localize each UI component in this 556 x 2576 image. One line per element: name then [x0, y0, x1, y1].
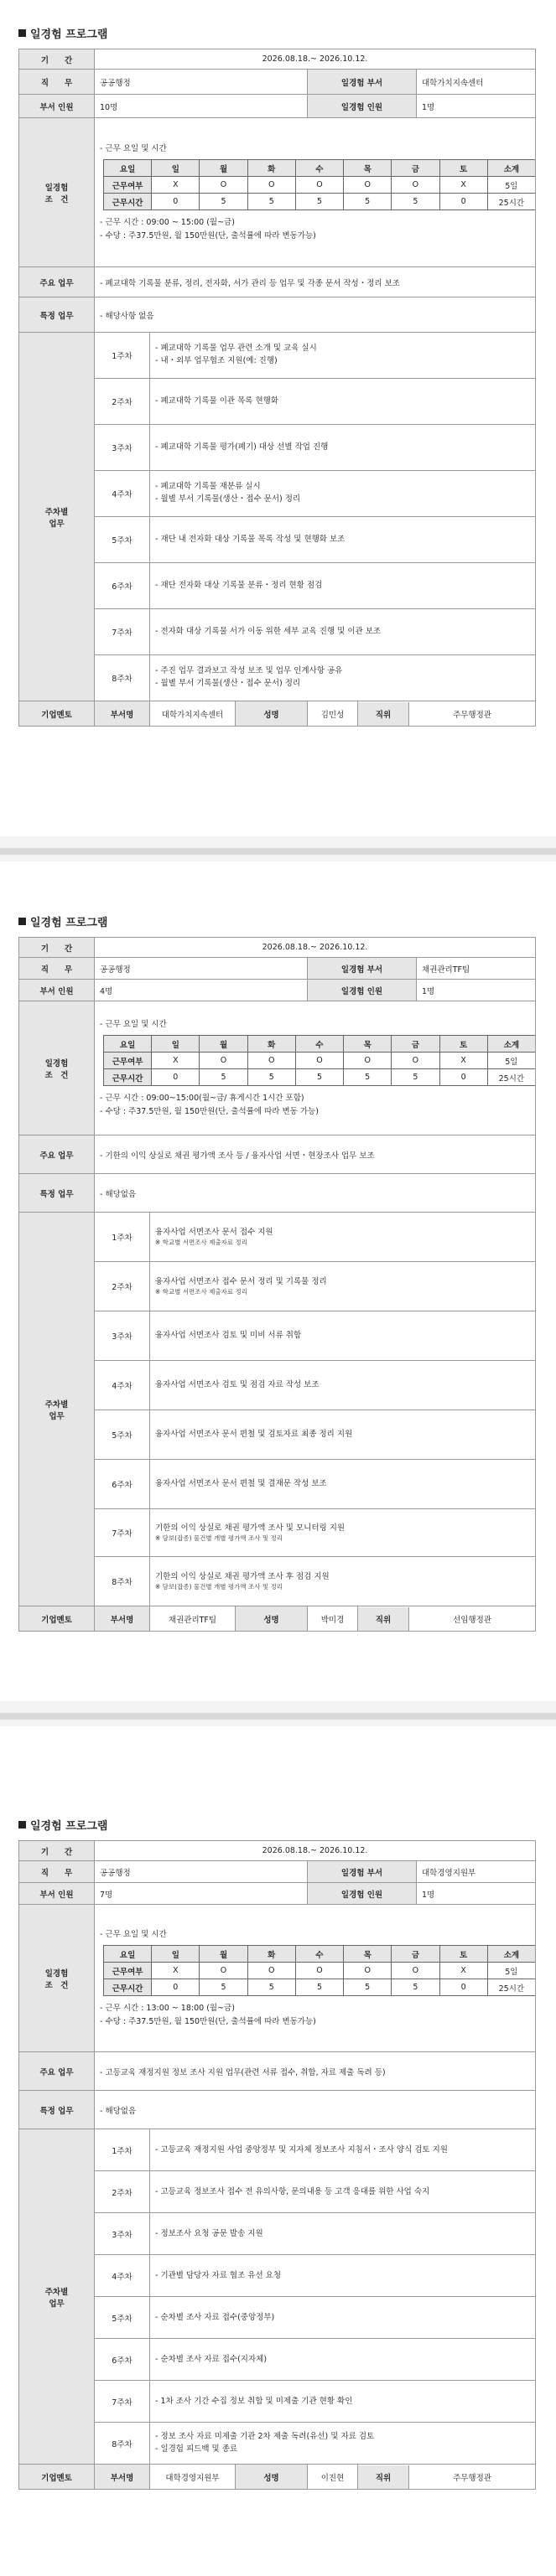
- schedule-cell: 5: [344, 1979, 392, 1996]
- week-label: 5주차: [95, 517, 150, 563]
- section-title-text: 일경험 프로그램: [30, 28, 108, 41]
- work-people-value: 1명: [417, 980, 536, 1001]
- schedule-cell: X: [152, 1053, 200, 1069]
- week-task-line: 융자사업 서면조사 접수 문서 정리 및 기록물 정리: [155, 1277, 327, 1287]
- label-org_label: 기업멘토: [19, 2465, 95, 2490]
- week-tasks: [150, 1361, 536, 1410]
- week-tasks: [150, 1557, 536, 1606]
- week-label: 2주차: [95, 1262, 150, 1311]
- schedule-header-cell: 요일: [104, 1946, 152, 1963]
- period-value: 2026.08.18.~ 2026.10.12.: [95, 1841, 536, 1861]
- label-dept_label: 부서명: [95, 2465, 150, 2490]
- schedule-row: [104, 177, 536, 194]
- mentor-dept: 채권관리TF팀: [150, 1606, 236, 1632]
- schedule-cell: 5: [295, 1069, 343, 1086]
- schedule-cell: 5일: [487, 177, 535, 194]
- label-weekly: 주차별 업무: [19, 1213, 95, 1606]
- schedule-header-cell: 화: [247, 1946, 295, 1963]
- label-dept_label: 부서명: [95, 701, 150, 727]
- label-work_people: 일경험 인원: [308, 1883, 417, 1905]
- schedule-cell: O: [200, 177, 247, 194]
- schedule-cell: 0: [439, 194, 487, 210]
- schedule-header-cell: 금: [392, 1036, 439, 1053]
- week-label: 1주차: [95, 1213, 150, 1262]
- conditions-cell: [95, 1001, 536, 1135]
- program-table: [18, 49, 536, 727]
- label-dept_label: 부서명: [95, 1606, 150, 1632]
- schedule-row: [104, 1979, 536, 1996]
- week-label: 6주차: [95, 2339, 150, 2381]
- week-row: [19, 1460, 536, 1509]
- week-tasks: [150, 2423, 536, 2465]
- label-name_label: 성명: [236, 2465, 308, 2490]
- week-row: [19, 2381, 536, 2423]
- label-duty: 직 무: [19, 958, 95, 980]
- schedule-header-row: [104, 1036, 536, 1053]
- week-tasks: [150, 517, 536, 563]
- week-task-line: - 1차 조사 기간 수집 정보 취합 및 미제출 기관 현황 확인: [155, 2396, 353, 2406]
- schedule-header-cell: 금: [392, 160, 439, 177]
- schedule-cell: 0: [152, 1069, 200, 1086]
- schedule-table: [103, 1945, 536, 1996]
- week-task-line: 융자사업 서면조사 문서 편철 및 결재문 작성 보조: [155, 1479, 327, 1489]
- schedule-table: [103, 1035, 536, 1086]
- week-task-line: - 재단 전자화 대상 기록물 분류・정리 현황 점검: [155, 581, 323, 591]
- week-row: [19, 2129, 536, 2171]
- label-name_label: 성명: [236, 701, 308, 727]
- week-tasks: [150, 1460, 536, 1509]
- label-dept_people: 부서 인원: [19, 1883, 95, 1905]
- week-task-line: - 재단 내 전자화 대상 기록물 목록 작성 및 현행화 보조: [155, 535, 346, 545]
- schedule-header-cell: 소계: [487, 1946, 535, 1963]
- schedule-cell: O: [295, 177, 343, 194]
- period-value: 2026.08.18.~ 2026.10.12.: [95, 49, 536, 70]
- work-people-value: 1명: [417, 95, 536, 118]
- week-label: 4주차: [95, 471, 150, 517]
- week-row: [19, 1311, 536, 1361]
- week-tasks: [150, 609, 536, 655]
- schedule-header-cell: 월: [200, 160, 247, 177]
- week-tasks: [150, 1213, 536, 1262]
- week-row: [19, 471, 536, 517]
- week-tasks: [150, 655, 536, 701]
- label-pos_label: 직위: [358, 2465, 409, 2489]
- week-row: [19, 655, 536, 701]
- week-row: [19, 2339, 536, 2381]
- conditions-intro: - 근무 요일 및 시간: [100, 144, 167, 154]
- week-row: [19, 609, 536, 655]
- label-special: 특정 업무: [19, 297, 95, 333]
- dept-people-value: 4명: [95, 980, 308, 1001]
- schedule-cell: 5: [200, 1979, 247, 1996]
- week-tasks: [150, 563, 536, 609]
- schedule-cell: X: [439, 1053, 487, 1069]
- label-period: 기 간: [19, 938, 95, 958]
- week-task-line: - 내・외부 업무협조 지원(예: 진행): [155, 356, 278, 365]
- week-row: [19, 2255, 536, 2297]
- week-task-line: 융자사업 서면조사 검토 및 점검 자료 작성 보조: [155, 1380, 320, 1390]
- section-title-text: 일경험 프로그램: [30, 1820, 108, 1833]
- week-task-line: - 순차별 조사 자료 접수(지자체): [155, 2354, 268, 2364]
- label-weekly: 주차별 업무: [19, 2129, 95, 2465]
- week-tasks: [150, 425, 536, 471]
- schedule-cell: O: [344, 177, 392, 194]
- week-label: 8주차: [95, 2423, 150, 2465]
- section-title: [18, 25, 107, 41]
- schedule-row-label: 근무여부: [104, 1053, 152, 1069]
- section-divider: [0, 848, 556, 855]
- schedule-cell: O: [247, 1963, 295, 1979]
- label-conditions: 일경험 조 건: [19, 1905, 95, 2052]
- schedule-header-cell: 일: [152, 1036, 200, 1053]
- week-task-note: ※ 학교별 서면조사 제출자료 정리: [155, 1239, 248, 1246]
- week-tasks: [150, 471, 536, 517]
- schedule-header-cell: 토: [439, 1036, 487, 1053]
- schedule-cell: X: [439, 177, 487, 194]
- label-main: 주요 업무: [19, 1135, 95, 1174]
- schedule-row-label: 근무시간: [104, 194, 152, 210]
- special-duty-value: - 해당사항 없음: [95, 297, 536, 333]
- label-work_people: 일경험 인원: [308, 95, 417, 118]
- mentor-position: 선임행정관: [453, 1615, 491, 1625]
- week-row: [19, 333, 536, 379]
- schedule-header-cell: 소계: [487, 1036, 535, 1053]
- label-dept_people: 부서 인원: [19, 95, 95, 118]
- week-task-line: - 월별 부서 기록물(생산・접수 문서) 정리: [155, 679, 301, 688]
- week-task-line: 기한의 이익 상실로 채권 평가액 조사 및 모니터링 지원: [155, 1523, 346, 1534]
- section-title: [18, 913, 107, 929]
- schedule-header-cell: 수: [295, 1036, 343, 1053]
- schedule-header-cell: 수: [295, 1946, 343, 1963]
- schedule-cell: 0: [152, 1979, 200, 1996]
- schedule-header-cell: 수: [295, 160, 343, 177]
- schedule-cell: 5: [392, 1979, 439, 1996]
- schedule-cell: 5: [200, 194, 247, 210]
- week-label: 7주차: [95, 2381, 150, 2423]
- week-label: 8주차: [95, 1557, 150, 1606]
- conditions-cell: [95, 118, 536, 267]
- week-row: [19, 1557, 536, 1606]
- main-duty-value: - 폐교대학 기록물 분류, 정리, 전자화, 서가 관리 등 업무 및 각종 문서 작성・정리 보조: [95, 267, 536, 297]
- week-label: 4주차: [95, 1361, 150, 1410]
- mentor-name: 김민성: [308, 701, 358, 727]
- label-org_label: 기업멘토: [19, 1606, 95, 1632]
- mentor-row: [19, 2465, 536, 2490]
- week-row: [19, 1361, 536, 1410]
- week-task-line: - 폐교대학 기록물 업무 관련 소개 및 교육 실시: [155, 344, 317, 354]
- pay-info: - 수당 : 주37.5만원, 월 150만원(단, 출석률에 따라 변동가능): [100, 2016, 316, 2026]
- schedule-cell: 5: [200, 1069, 247, 1086]
- schedule-cell: X: [152, 1963, 200, 1979]
- week-row: [19, 1262, 536, 1311]
- main-duty-value: - 고등교육 재정지원 정보 조사 지원 업무(관련 서류 접수, 취합, 자료 제출 독려 등): [95, 2052, 536, 2091]
- week-label: 8주차: [95, 655, 150, 701]
- work-dept-value: 대학경영지원부: [417, 1861, 536, 1883]
- schedule-header-cell: 화: [247, 1036, 295, 1053]
- label-work_dept: 일경험 부서: [308, 70, 417, 95]
- schedule-header-cell: 요일: [104, 160, 152, 177]
- square-bullet-icon: [18, 29, 26, 37]
- section-divider: [0, 1713, 556, 1720]
- schedule-cell: 5: [247, 1069, 295, 1086]
- week-task-line: - 폐교대학 기록물 재분류 실시: [155, 482, 261, 492]
- week-task-line: - 순차별 조사 자료 접수(중앙정부): [155, 2312, 275, 2322]
- week-task-line: - 정보조사 요청 공문 발송 지원: [155, 2228, 263, 2238]
- week-label: 5주차: [95, 2297, 150, 2339]
- week-tasks: [150, 2381, 536, 2423]
- schedule-header-cell: 목: [344, 1036, 392, 1053]
- schedule-cell: 25시간: [487, 1069, 535, 1086]
- conditions-cell: [95, 1905, 536, 2052]
- schedule-header-row: [104, 160, 536, 177]
- week-tasks: [150, 333, 536, 379]
- schedule-cell: O: [344, 1053, 392, 1069]
- schedule-header-cell: 목: [344, 1946, 392, 1963]
- dept-people-value: 7명: [95, 1883, 308, 1905]
- week-task-line: - 고등교육 정보조사 접수 전 유의사항, 문의내용 등 고객 응대를 위한 사업 숙지: [155, 2186, 430, 2196]
- label-period: 기 간: [19, 49, 95, 70]
- schedule-cell: 5: [247, 194, 295, 210]
- week-tasks: [150, 2171, 536, 2213]
- week-label: 3주차: [95, 2213, 150, 2255]
- mentor-position-cell: [358, 1606, 536, 1632]
- week-label: 3주차: [95, 1311, 150, 1361]
- mentor-dept: 대학가치지속센터: [150, 701, 236, 727]
- schedule-header-cell: 토: [439, 1946, 487, 1963]
- special-duty-value: - 해당없음: [95, 1174, 536, 1213]
- schedule-header-cell: 월: [200, 1946, 247, 1963]
- week-row: [19, 2213, 536, 2255]
- schedule-row-label: 근무시간: [104, 1979, 152, 1996]
- schedule-cell: 5: [295, 1979, 343, 1996]
- week-row: [19, 517, 536, 563]
- label-duty: 직 무: [19, 1861, 95, 1883]
- label-pos_label: 직위: [358, 702, 409, 726]
- schedule-cell: 5일: [487, 1053, 535, 1069]
- mentor-name: 박미경: [308, 1606, 358, 1632]
- label-dept_people: 부서 인원: [19, 980, 95, 1001]
- week-tasks: [150, 1262, 536, 1311]
- schedule-cell: 5: [392, 194, 439, 210]
- label-main: 주요 업무: [19, 2052, 95, 2091]
- section-title-text: 일경험 프로그램: [30, 917, 108, 929]
- label-conditions: 일경험 조 건: [19, 1001, 95, 1135]
- schedule-row-label: 근무여부: [104, 1963, 152, 1979]
- week-row: [19, 425, 536, 471]
- week-label: 3주차: [95, 425, 150, 471]
- work-dept-value: 채권관리TF팀: [417, 958, 536, 980]
- schedule-cell: 5: [344, 194, 392, 210]
- schedule-cell: 25시간: [487, 1979, 535, 1996]
- schedule-cell: 25시간: [487, 194, 535, 210]
- week-label: 6주차: [95, 563, 150, 609]
- week-task-line: - 정보 조사 자료 미제출 기관 2차 제출 독려(유선) 및 자료 검토: [155, 2431, 375, 2441]
- week-tasks: [150, 379, 536, 425]
- schedule-cell: 5: [392, 1069, 439, 1086]
- work-hours: - 근무 시간 : 09:00~15:00(월~금/ 휴게시간 1시간 포함): [100, 1094, 304, 1104]
- schedule-cell: X: [152, 177, 200, 194]
- section-title: [18, 1817, 107, 1833]
- mentor-position: 주무행정관: [453, 710, 491, 720]
- conditions-intro: - 근무 요일 및 시간: [100, 1930, 167, 1940]
- label-conditions: 일경험 조 건: [19, 118, 95, 267]
- dept-people-value: 10명: [95, 95, 308, 118]
- week-task-note: ※ 담보(잡종) 물건별 개별 평가액 조사 및 정리: [155, 1534, 283, 1542]
- schedule-cell: O: [344, 1963, 392, 1979]
- week-task-line: - 전자화 대상 기록물 서가 이동 위한 세부 교육 진행 및 이관 보조: [155, 627, 382, 637]
- label-work_dept: 일경험 부서: [308, 958, 417, 980]
- square-bullet-icon: [18, 1821, 26, 1829]
- work-dept-value: 대학가치지속센터: [417, 70, 536, 95]
- schedule-header-cell: 일: [152, 1946, 200, 1963]
- main-duty-value: - 기한의 이익 상실로 채권 평가액 조사 등 / 융자사업 서면・현장조사 업무 보조: [95, 1135, 536, 1174]
- label-period: 기 간: [19, 1841, 95, 1861]
- schedule-cell: O: [200, 1053, 247, 1069]
- schedule-header-cell: 금: [392, 1946, 439, 1963]
- pay-info: - 수당 : 주37.5만원, 월 150만원(단, 출석률에 따라 변동가능): [100, 230, 316, 241]
- week-label: 6주차: [95, 1460, 150, 1509]
- week-task-line: 융자사업 서면조사 문서 편철 및 검토자료 최종 정리 지원: [155, 1430, 353, 1440]
- schedule-row: [104, 1069, 536, 1086]
- label-weekly: 주차별 업무: [19, 333, 95, 701]
- week-task-line: - 폐교대학 기록물 평가(폐기) 대상 선별 작업 진행: [155, 442, 329, 453]
- week-task-note: ※ 학교별 서면조사 제출자료 정리: [155, 1288, 248, 1296]
- schedule-row: [104, 1963, 536, 1979]
- schedule-row-label: 근무여부: [104, 177, 152, 194]
- week-row: [19, 2297, 536, 2339]
- schedule-cell: X: [439, 1963, 487, 1979]
- schedule-header-cell: 일: [152, 160, 200, 177]
- week-label: 5주차: [95, 1410, 150, 1460]
- label-work_people: 일경험 인원: [308, 980, 417, 1001]
- schedule-row: [104, 1053, 536, 1069]
- week-tasks: [150, 2297, 536, 2339]
- week-label: 2주차: [95, 2171, 150, 2213]
- schedule-cell: O: [247, 1053, 295, 1069]
- label-pos_label: 직위: [358, 1607, 409, 1631]
- week-label: 1주차: [95, 333, 150, 379]
- duty-value: 공공행정: [95, 958, 308, 980]
- week-tasks: [150, 1410, 536, 1460]
- schedule-header-cell: 목: [344, 160, 392, 177]
- work-hours: - 근무 시간 : 13:00 ~ 18:00 (월~금): [100, 2004, 235, 2014]
- schedule-row: [104, 194, 536, 210]
- mentor-position-cell: [358, 701, 536, 727]
- schedule-cell: 0: [439, 1979, 487, 1996]
- week-tasks: [150, 2255, 536, 2297]
- schedule-header-cell: 소계: [487, 160, 535, 177]
- pay-info: - 수당 : 주37.5만원, 월 150만원(단, 출석률에 따라 변동 가능): [100, 1106, 319, 1116]
- week-tasks: [150, 1311, 536, 1361]
- schedule-cell: 0: [152, 194, 200, 210]
- schedule-table: [103, 159, 536, 210]
- schedule-cell: 5: [247, 1979, 295, 1996]
- label-special: 특정 업무: [19, 1174, 95, 1213]
- week-row: [19, 2423, 536, 2465]
- week-task-line: 기한의 이익 상실로 채권 평가액 조사 후 점검 지원: [155, 1572, 330, 1582]
- schedule-cell: 5: [344, 1069, 392, 1086]
- duty-value: 공공행정: [95, 1861, 308, 1883]
- mentor-position: 주무행정관: [453, 2473, 491, 2483]
- mentor-row: [19, 701, 536, 727]
- work-hours: - 근무 시간 : 09:00 ~ 15:00 (월~금): [100, 218, 235, 228]
- schedule-header-cell: 화: [247, 160, 295, 177]
- week-row: [19, 1509, 536, 1557]
- week-task-line: - 폐교대학 기록물 이관 목록 현행화: [155, 396, 279, 406]
- special-duty-value: - 해당없음: [95, 2091, 536, 2129]
- week-task-line: - 월별 부서 기록물(생산・접수 문서) 정리: [155, 494, 301, 504]
- schedule-cell: O: [392, 177, 439, 194]
- schedule-header-cell: 토: [439, 160, 487, 177]
- week-tasks: [150, 2339, 536, 2381]
- week-label: 7주차: [95, 609, 150, 655]
- week-label: 7주차: [95, 1509, 150, 1557]
- schedule-cell: O: [295, 1053, 343, 1069]
- conditions-intro: - 근무 요일 및 시간: [100, 1020, 167, 1030]
- schedule-cell: O: [392, 1963, 439, 1979]
- schedule-header-cell: 요일: [104, 1036, 152, 1053]
- week-tasks: [150, 2213, 536, 2255]
- schedule-cell: 5일: [487, 1963, 535, 1979]
- mentor-name: 이진현: [308, 2465, 358, 2490]
- schedule-cell: O: [247, 177, 295, 194]
- label-main: 주요 업무: [19, 267, 95, 297]
- schedule-cell: 5: [295, 194, 343, 210]
- label-org_label: 기업멘토: [19, 701, 95, 727]
- week-task-note: ※ 담보(잡종) 물건별 개별 평가액 조사 및 정리: [155, 1583, 283, 1591]
- week-task-line: - 주진 업무 결과보고 작성 보조 및 업무 인계사항 공유: [155, 666, 343, 676]
- label-special: 특정 업무: [19, 2091, 95, 2129]
- schedule-cell: O: [200, 1963, 247, 1979]
- week-label: 1주차: [95, 2129, 150, 2171]
- period-value: 2026.08.18.~ 2026.10.12.: [95, 938, 536, 958]
- week-label: 2주차: [95, 379, 150, 425]
- week-row: [19, 563, 536, 609]
- week-task-line: 융자사업 서면조사 검토 및 미비 서류 취합: [155, 1331, 302, 1341]
- week-row: [19, 1213, 536, 1262]
- label-name_label: 성명: [236, 1606, 308, 1632]
- program-table: [18, 1840, 536, 2490]
- week-tasks: [150, 2129, 536, 2171]
- schedule-header-row: [104, 1946, 536, 1963]
- week-row: [19, 2171, 536, 2213]
- schedule-cell: O: [295, 1963, 343, 1979]
- week-tasks: [150, 1509, 536, 1557]
- week-task-line: - 일경험 피드백 및 종료: [155, 2444, 238, 2454]
- week-task-line: - 기관별 담당자 자료 협조 유선 요청: [155, 2270, 282, 2280]
- mentor-position-cell: [358, 2465, 536, 2490]
- mentor-dept: 대학경영지원부: [150, 2465, 236, 2490]
- square-bullet-icon: [18, 918, 26, 925]
- program-table: [18, 937, 536, 1632]
- label-duty: 직 무: [19, 70, 95, 95]
- schedule-row-label: 근무시간: [104, 1069, 152, 1086]
- work-people-value: 1명: [417, 1883, 536, 1905]
- week-label: 4주차: [95, 2255, 150, 2297]
- label-work_dept: 일경험 부서: [308, 1861, 417, 1883]
- week-task-line: - 고등교육 재정지원 사업 중앙정부 및 지자체 정보조사 지침서・조사 양식 검토 지원: [155, 2144, 448, 2154]
- week-row: [19, 379, 536, 425]
- schedule-header-cell: 월: [200, 1036, 247, 1053]
- week-task-line: 융자사업 서면조사 문서 접수 지원: [155, 1228, 273, 1238]
- schedule-cell: O: [392, 1053, 439, 1069]
- schedule-cell: 0: [439, 1069, 487, 1086]
- week-row: [19, 1410, 536, 1460]
- duty-value: 공공행정: [95, 70, 308, 95]
- mentor-row: [19, 1606, 536, 1632]
